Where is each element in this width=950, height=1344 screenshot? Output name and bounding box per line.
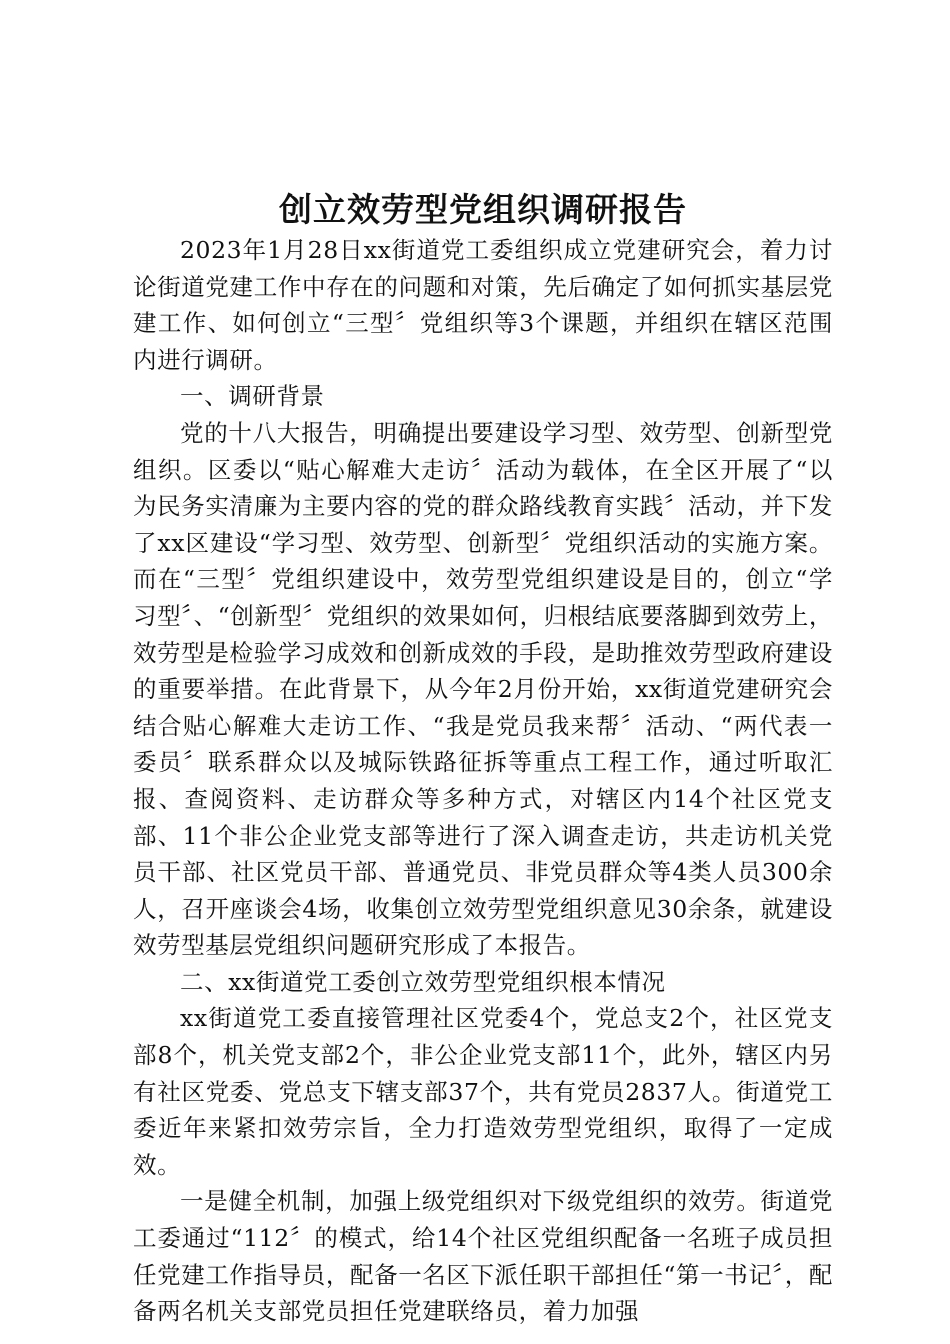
document-title: 创立效劳型党组织调研报告	[279, 190, 687, 229]
section-heading-background: 一、调研背景	[180, 382, 325, 411]
paragraph-basic-situation: xx街道党工委直接管理社区党委4个，党总支2个，社区党支部8个，机关党支部2个，非公企业党支部11个，此外，辖区内另有社区党委、党总支下辖支部37个，共有党员2837人。街道党工委近年来紧扣效劳宗旨，全力打造效劳型党组织，取得了一定成效。	[133, 1004, 833, 1179]
paragraph-intro: 2023年1月28日xx街道党工委组织成立党建研究会，着力讨论街道党建工作中存在的问题和对策，先后确定了如何抓实基层党建工作、如何创立“三型〞党组织等3个课题，并组织在辖区范围内进行调研。	[133, 236, 833, 374]
paragraph-mechanism: 一是健全机制，加强上级党组织对下级党组织的效劳。街道党工委通过“112〞的模式，给14个社区党组织配备一名班子成员担任党建工作指导员，配备一名区下派任职干部担任“第一书记〞，配备两名机关支部党员担任党建联络员，着力加强	[133, 1187, 833, 1326]
section-heading-basic-situation: 二、xx街道党工委创立效劳型党组织根本情况	[180, 967, 666, 996]
paragraph-background: 党的十八大报告，明确提出要建设学习型、效劳型、创新型党组织。区委以“贴心解难大走访〞活动为载体，在全区开展了“以为民务实清廉为主要内容的党的群众路线教育实践〞活动，并下发了xx区建设“学习型、效劳型、创新型〞党组织活动的实施方案。而在“三型〞党组织建设中，效劳型党组织建设是目的，创立“学习型〞、“创新型〞党组织的效果如何，归根结底要落脚到效劳上，效劳型是检验学习成效和创新成效的手段，是助推效劳型政府建设的重要举措。在此背景下，从今年2月份开始，xx街道党建研究会结合贴心解难大走访工作、“我是党员我来帮〞活动、“两代表一委员〞联系群众以及城际铁路征拆等重点工程工作，通过听取汇报、查阅资料、走访群众等多种方式，对辖区内14个社区党支部、11个非公企业党支部等进行了深入调查走访，共走访机关党员干部、社区党员干部、普通党员、非党员群众等4类人员300余人，召开座谈会4场，收集创立效劳型党组织意见30余条，就建设效劳型基层党组织问题研究形成了本报告。	[133, 418, 833, 960]
document-page	[133, 188, 833, 1330]
